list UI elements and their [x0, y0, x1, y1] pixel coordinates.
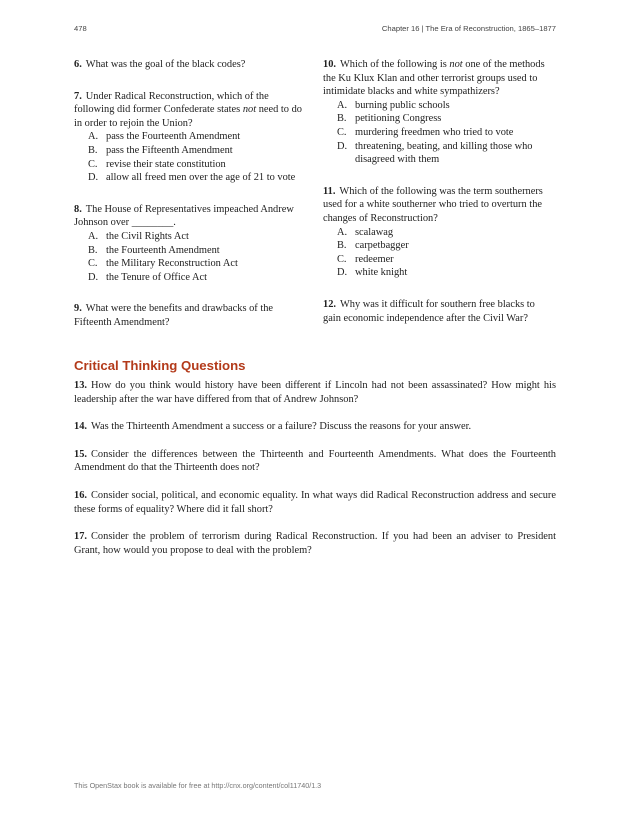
question-number: 10.	[323, 59, 336, 70]
question-number: 17.	[74, 531, 87, 543]
question-13: 13. How do you think would history have been different if Lincoln had not been assassinated? How might his leadership after the war have differed from that of Andrew Johnson?	[74, 380, 556, 405]
question-12	[323, 298, 555, 325]
critical-thinking-questions	[74, 379, 556, 571]
question-number: 13.	[74, 380, 87, 391]
option: C. redeemer	[337, 253, 394, 265]
question-stem: 11. Which of the following was the term southerners used for a white southerner who tried to overturn the changes of Reconstruction?	[323, 185, 543, 224]
question-9	[74, 302, 306, 329]
section-title: Critical Thinking Questions	[74, 358, 246, 373]
question-number: 9.	[74, 303, 82, 315]
question-stem: 9. What were the benefits and drawbacks of the Fifteenth Amendment?	[74, 303, 274, 328]
question-number: 6.	[74, 59, 82, 70]
question-stem: 10. Which of the following is not one of the methods the Ku Klux Klan and other terrorist groups used to intimidate blacks and white sympathizers?	[323, 59, 545, 98]
option: D. threatening, beating, and killing those who disagreed with them	[337, 140, 533, 166]
question-number: 11.	[323, 185, 336, 197]
option: A. the Civil Rights Act	[88, 230, 189, 242]
question-stem: 8. The House of Representatives impeached Andrew Johnson over ________.	[74, 203, 294, 229]
option: B. carpetbagger	[337, 240, 409, 252]
option: B. pass the Fifteenth Amendment	[88, 144, 233, 156]
option: C. the Military Reconstruction Act	[88, 258, 238, 270]
left-column	[74, 58, 306, 348]
option: B. the Fourteenth Amendment	[88, 244, 220, 256]
question-number: 14.	[74, 421, 87, 433]
question-17: 17. Consider the problem of terrorism during Radical Reconstruction. If you had been an adviser to President Grant, how would you propose to deal with the problem?	[74, 531, 556, 556]
option: C. revise their state constitution	[88, 158, 226, 170]
option: A. pass the Fourteenth Amendment	[88, 131, 241, 143]
right-column	[323, 58, 555, 343]
option: D. the Tenure of Office Act	[88, 271, 208, 283]
option: C. murdering freedmen who tried to vote	[337, 126, 514, 138]
question-number: 16.	[74, 489, 87, 501]
answer-options	[74, 230, 306, 284]
answer-options	[323, 99, 555, 167]
question-number: 15.	[74, 448, 87, 460]
option: D. allow all freed men over the age of 21 to vote	[88, 172, 296, 184]
question-14: 14. Was the Thirteenth Amendment a success or a failure? Discuss the reasons for your answer.	[74, 421, 472, 433]
answer-options	[74, 130, 306, 184]
question-6	[74, 58, 306, 72]
chapter-title: Chapter 16 | The Era of Reconstruction, 1865–1877	[381, 24, 556, 33]
question-number: 7.	[74, 90, 82, 102]
question-16: 16. Consider social, political, and economic equality. In what ways did Radical Reconstruction address and secure these forms of equality? Where did it fall short?	[74, 489, 556, 515]
question-number: 8.	[74, 203, 82, 215]
question-10	[323, 58, 555, 167]
question-stem: 7. Under Radical Reconstruction, which of the following did former Confederate states not need to do in order to rejoin the Union?	[74, 90, 302, 129]
question-15: 15. Consider the differences between the Thirteenth and Fourteenth Amendments. What does the Fourteenth Amendment do that the Thirteenth does not?	[74, 448, 556, 474]
option: A. burning public schools	[337, 99, 450, 111]
question-number: 12.	[323, 298, 336, 310]
question-7	[74, 90, 306, 185]
answer-options	[323, 226, 555, 280]
emphasis: not	[242, 104, 257, 116]
question-8	[74, 203, 306, 285]
page-number: 478	[74, 24, 87, 33]
option: D. white knight	[337, 267, 408, 279]
option: B. petitioning Congress	[337, 113, 442, 125]
question-stem: 12. Why was it difficult for southern free blacks to gain economic independence after the Civil War?	[323, 298, 535, 324]
question-stem: 6. What was the goal of the black codes?	[74, 59, 246, 70]
page-footer: This OpenStax book is available for free at http://cnx.org/content/col11740/1.3	[74, 781, 322, 790]
question-11	[323, 185, 555, 280]
emphasis: not	[449, 59, 463, 70]
option: A. scalawag	[337, 226, 394, 238]
